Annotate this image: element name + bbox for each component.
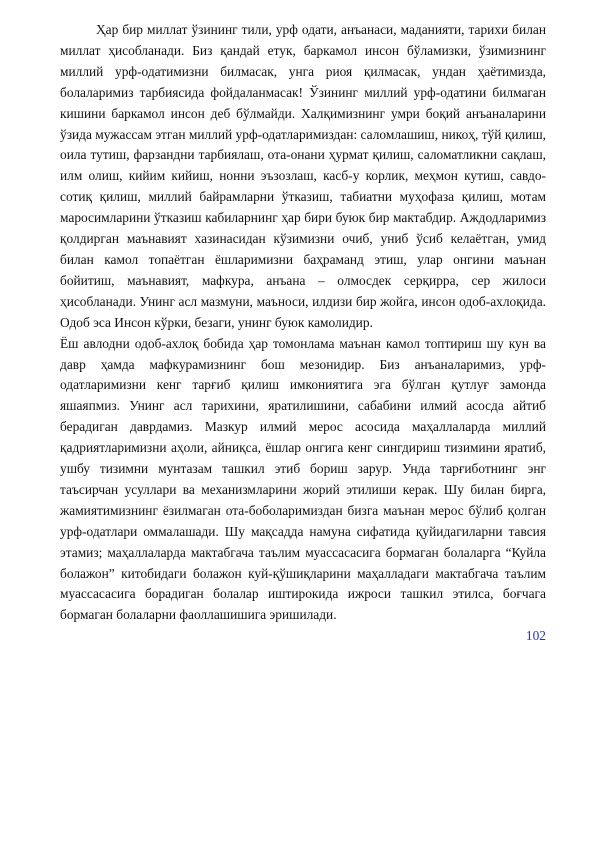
page-number: 102 xyxy=(525,628,546,643)
paragraph-youth-education: Ёш авлодни одоб-ахлоқ бобида ҳар томонлама маънан камол топтириш шу кун ва давр ҳамда мафкурамизнинг бош мезонидир. Биз анъаналаримиз, урф-одатларимизни кенг тарғиб қилиш имкониятига эга бўлган қутлуғ замонда яшаяпмиз. Унинг асл тарихини, яратилишини, сабабини илмий асосда айтиб берадиган даврдамиз. Мазкур илмий мерос асосида маҳаллаларда миллий қадриятларимизни аҳоли, айниқса, ёшлар онгига кенг сингдириш тизимини яратиб, ушбу тизимни мунтазам ташкил этиб бориш зарур. Унда тарғиботнинг энг таъсирчан усуллари ва механизмларини жорий этилиши керак. Шу билан бирга, жамиятимизнинг ёзилмаган ота-боболаримиздан бизга маънан мерос бўлиб қолган урф-одатлари оммалашади. Шу мақсадда намуна сифатида қуйидагиларни тавсия этамиз; маҳаллаларда мактабгача таълим муассасасига бормаган болаларга “Куйла болажон” китобидаги болажон куй-қўшиқларини маҳалладаги мактабгача таълим муассасасига борадиган болалар иштирокида ижроси ташкил этилса, боғчага бормаган болаларни фаоллашишига эришилади. xyxy=(60,335,546,623)
document-page xyxy=(60,20,546,626)
paragraph-traditions: Ҳар бир миллат ўзининг тили, урф одати, анъанаси, маданияти, тарихи билан миллат ҳисобланади. Биз қандай етук, баркамол инсон бўламизки, ўзимизнинг миллий урф-одатимизни билмасак, унга риоя қилмасак, ундан ҳаётимизда, болаларимиз тарбиясида фойдаланмасак! Ўзининг миллий урф-одатини билмаган кишини баркамол инсон деб бўлмайди. Халқимизнинг умри боқий анъаналарини ўзида мужассам этган миллий урф-одатларимиздан: саломлашиш, никоҳ, тўй қилиш, оила тутиш, фарзандни тарбиялаш, ота-онани ҳурмат қилиш, саломатликни сақлаш, илм олиш, кийим кийиш, нонни эъзозлаш, касб-у корлик, меҳмон кутиш, савдо-сотиқ қилиш, миллий байрамларни ўтказиш, табиатни муҳофаза қилиш, мотам маросимларини ўтказиш кабиларнинг ҳар бири буюк бир мактабдир. Аждодларимиз қолдирган маънавият хазинасидан кўзимизни очиб, униб ўсиб келаётган, умид билан камол топаётган ёшларимизни баҳраманд этиш, улар онгини маънан бойитиш, маънавият, мафкура, анъана – олмосдек серқирра, сер жилоси ҳисобланади. Унинг асл мазмуни, маъноси, илдизи бир жойга, инсон одоб-ахлоқида. Одоб эса Инсон кўрки, безаги, унинг буюк камолидир. xyxy=(60,22,546,330)
